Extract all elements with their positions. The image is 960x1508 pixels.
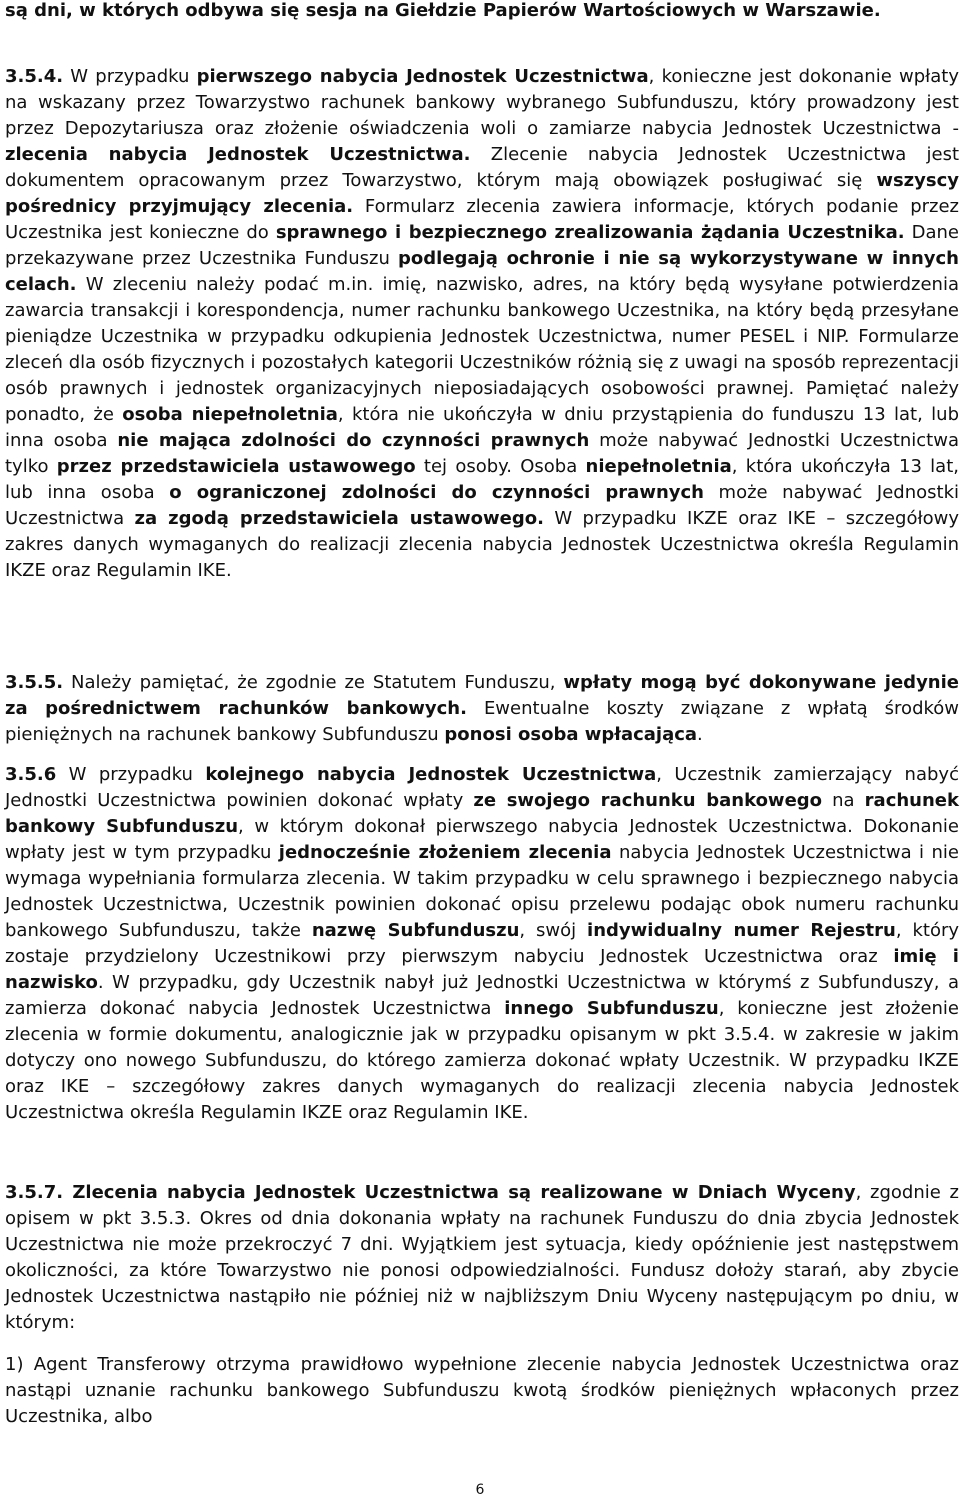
bold-text: o ograniczonej zdolności do czynności prawnych: [169, 482, 704, 503]
text-run: , która nie ukończyła w dniu przystąpienia do funduszu 13 lat, lub inna osoba: [5, 404, 959, 451]
paragraph-3-5-5: [5, 670, 959, 748]
text-run: , Uczestnik zamierzający nabyć Jednostki Uczestnictwa powinien dokonać wpłaty: [5, 764, 959, 811]
text-run: W przypadku: [56, 764, 206, 785]
bold-text: zlecenia nabycia Jednostek Uczestnictwa.: [5, 144, 471, 165]
text-run: Ewentualne koszty związane z wpłatą środków pieniężnych na rachunek bankowy Subfunduszu: [5, 698, 960, 745]
text-run: , swój: [519, 920, 588, 941]
bold-text: wszyscy pośrednicy przyjmujący zlecenia.: [5, 170, 959, 217]
text-run: , który zostaje przydzielony Uczestnikowi przy pierwszym nabyciu Jednostek Uczestnictwa oraz: [5, 920, 960, 967]
bold-text: rachunek bankowy Subfunduszu: [5, 790, 959, 837]
text-run: W przypadku: [63, 66, 197, 87]
bold-text: indywidualny numer Rejestru: [587, 920, 896, 941]
text-run: może nabywać Jednostki Uczestnictwa tylko: [5, 430, 959, 477]
list-item-1: [5, 1352, 959, 1430]
bold-text: 3.5.7. Zlecenia nabycia Jednostek Uczestnictwa są realizowane w Dniach Wyceny: [5, 1182, 856, 1203]
text-run: , która ukończyła 13 lat, lub inna osoba: [5, 456, 959, 503]
text-run: . W przypadku, gdy Uczestnik nabył już Jednostki Uczestnictwa w którymś z Subfunduszy, a zamierza dokonać nabycia Jednostek Uczestnictwa: [5, 972, 959, 1019]
text-run: , w którym dokonał pierwszego nabycia Jednostek Uczestnictwa. Dokonanie wpłaty jest w tym przypadku: [5, 816, 959, 863]
page-number: 6: [475, 1482, 485, 1498]
text-run: nabycia Jednostek Uczestnictwa i nie wymaga wypełniania formularza zlecenia. W takim przypadku w celu sprawnego i bezpiecznego nabycia Jednostek Uczestnictwa, Uczestnik powinien dokonać opisu przelewu podając obok numeru rachunku bankowego Subfunduszu, także: [5, 842, 959, 941]
bold-text: ponosi osoba wpłacająca: [444, 724, 698, 745]
text-run: , konieczne jest złożenie zlecenia w formie dokumentu, analogicznie jak w przypadku opisanym w pkt 3.5.4. w zakresie w jakim dotyczy ono nowego Subfunduszu, do którego zamierza dokonać wpłaty Uczestnik. W przypadku IKZE oraz IKE – szczegółowy zakres danych wymaganych do realizacji zlecenia nabycia Jednostek Uczestnictwa określa Regulamin IKZE oraz Regulamin IKE.: [5, 998, 960, 1123]
text-run: tej osoby. Osoba: [415, 456, 586, 477]
bold-text: ze swojego rachunku bankowego: [473, 790, 823, 811]
text-run: Należy pamiętać, że zgodnie ze Statutem Funduszu,: [63, 672, 564, 693]
text-run: W przypadku IKZE oraz IKE – szczegółowy zakres danych wymaganych do realizacji zlecenia nabycia Jednostek Uczestnictwa określa Regulamin IKZE oraz Regulamin IKE.: [5, 508, 959, 581]
text-run: Zlecenie nabycia Jednostek Uczestnictwa jest dokumentem opracowanym przez Towarzystwo, którym mają obowiązek posługiwać się: [5, 144, 960, 191]
text-run: , zgodnie z opisem w pkt 3.5.3. Okres od dnia dokonania wpłaty na rachunek Funduszu do dnia zbycia Jednostek Uczestnictwa nie może przekroczyć 7 dni. Wyjątkiem jest sytuacja, kiedy opóźnienie jest następstwem okoliczności, za które Towarzystwo nie ponosi odpowiedzialności. Fundusz dołoży starań, aby zbycie Jednostek Uczestnictwa nastąpiło nie później niż w najbliższym Dniu Wyceny następującym po dniu, w którym:: [5, 1182, 959, 1333]
bold-text: przez przedstawiciela ustawowego: [56, 456, 416, 477]
bold-text: jednocześnie złożeniem zlecenia: [278, 842, 612, 863]
bold-text: pierwszego nabycia Jednostek Uczestnictwa: [196, 66, 649, 87]
bold-text: niepełnoletnia: [585, 456, 732, 477]
text-run: może nabywać Jednostki Uczestnictwa: [5, 482, 959, 529]
text-run: W zleceniu należy podać m.in. imię, nazwisko, adres, na który będą wysyłane potwierdzenia zawarcia transakcji i korespondencja, numer rachunku bankowego Uczestnika, na który będą przesyłane pieniądze Uczestnika w przypadku odkupienia Jednostek Uczestnictwa, numer PESEL i NIP. Formularze zleceń dla osób fizycznych i pozostałych kategorii Uczestników różnią się z uwagi na sposób reprezentacji osób prawnych i jednostek organizacyjnych nieposiadających osobowości prawnej. Pamiętać należy ponadto, że: [5, 274, 959, 425]
text-run: Formularz zlecenia zawiera informacje, których podanie przez Uczestnika jest konieczne do: [5, 196, 959, 243]
text-run: .: [697, 724, 703, 745]
bold-text: nazwę Subfunduszu: [311, 920, 520, 941]
bold-text: kolejnego nabycia Jednostek Uczestnictwa: [205, 764, 657, 785]
bold-text: podlegają ochronie i nie są wykorzystywane w innych celach.: [5, 248, 959, 295]
paragraph-3-5-4: [5, 64, 959, 584]
bold-text: 3.5.6: [5, 764, 57, 785]
bold-text: wpłaty mogą być dokonywane jedynie za pośrednictwem rachunków bankowych.: [5, 672, 959, 719]
text-run: na: [822, 790, 865, 811]
bold-text: nie mająca zdolności do czynności prawnych: [117, 430, 590, 451]
bold-text: 3.5.4.: [5, 66, 64, 87]
bold-text: sprawnego i bezpiecznego zrealizowania żądania Uczestnika.: [275, 222, 905, 243]
bold-text: osoba niepełnoletnia: [122, 404, 338, 425]
bold-text: innego Subfunduszu: [504, 998, 719, 1019]
bold-text: za zgodą przedstawiciela ustawowego.: [134, 508, 544, 529]
bold-text: są dni, w których odbywa się sesja na Giełdzie Papierów Wartościowych w Warszawie.: [5, 0, 881, 21]
text-run: , konieczne jest dokonanie wpłaty na wskazany przez Towarzystwo rachunek bankowy wybranego Subfunduszu, który prowadzony jest przez Depozytariusza oraz złożenie oświadczenia woli o zamiarze nabycia Jednostek Uczestnictwa -: [5, 66, 959, 139]
bold-text: 3.5.5.: [5, 672, 64, 693]
paragraph-3-5-7: [5, 1180, 959, 1336]
text-run: Dane przekazywane przez Uczestnika Funduszu: [5, 222, 959, 269]
text-run: 1) Agent Transferowy otrzyma prawidłowo wypełnione zlecenie nabycia Jednostek Uczestnictwa oraz nastąpi uznanie rachunku bankowego Subfunduszu kwotą środków pieniężnych wpłaconych przez Uczestnika, albo: [5, 1354, 959, 1427]
bold-text: imię i nazwisko: [5, 946, 959, 993]
paragraph-continuation: [5, 0, 959, 24]
paragraph-3-5-6: [5, 762, 959, 1126]
